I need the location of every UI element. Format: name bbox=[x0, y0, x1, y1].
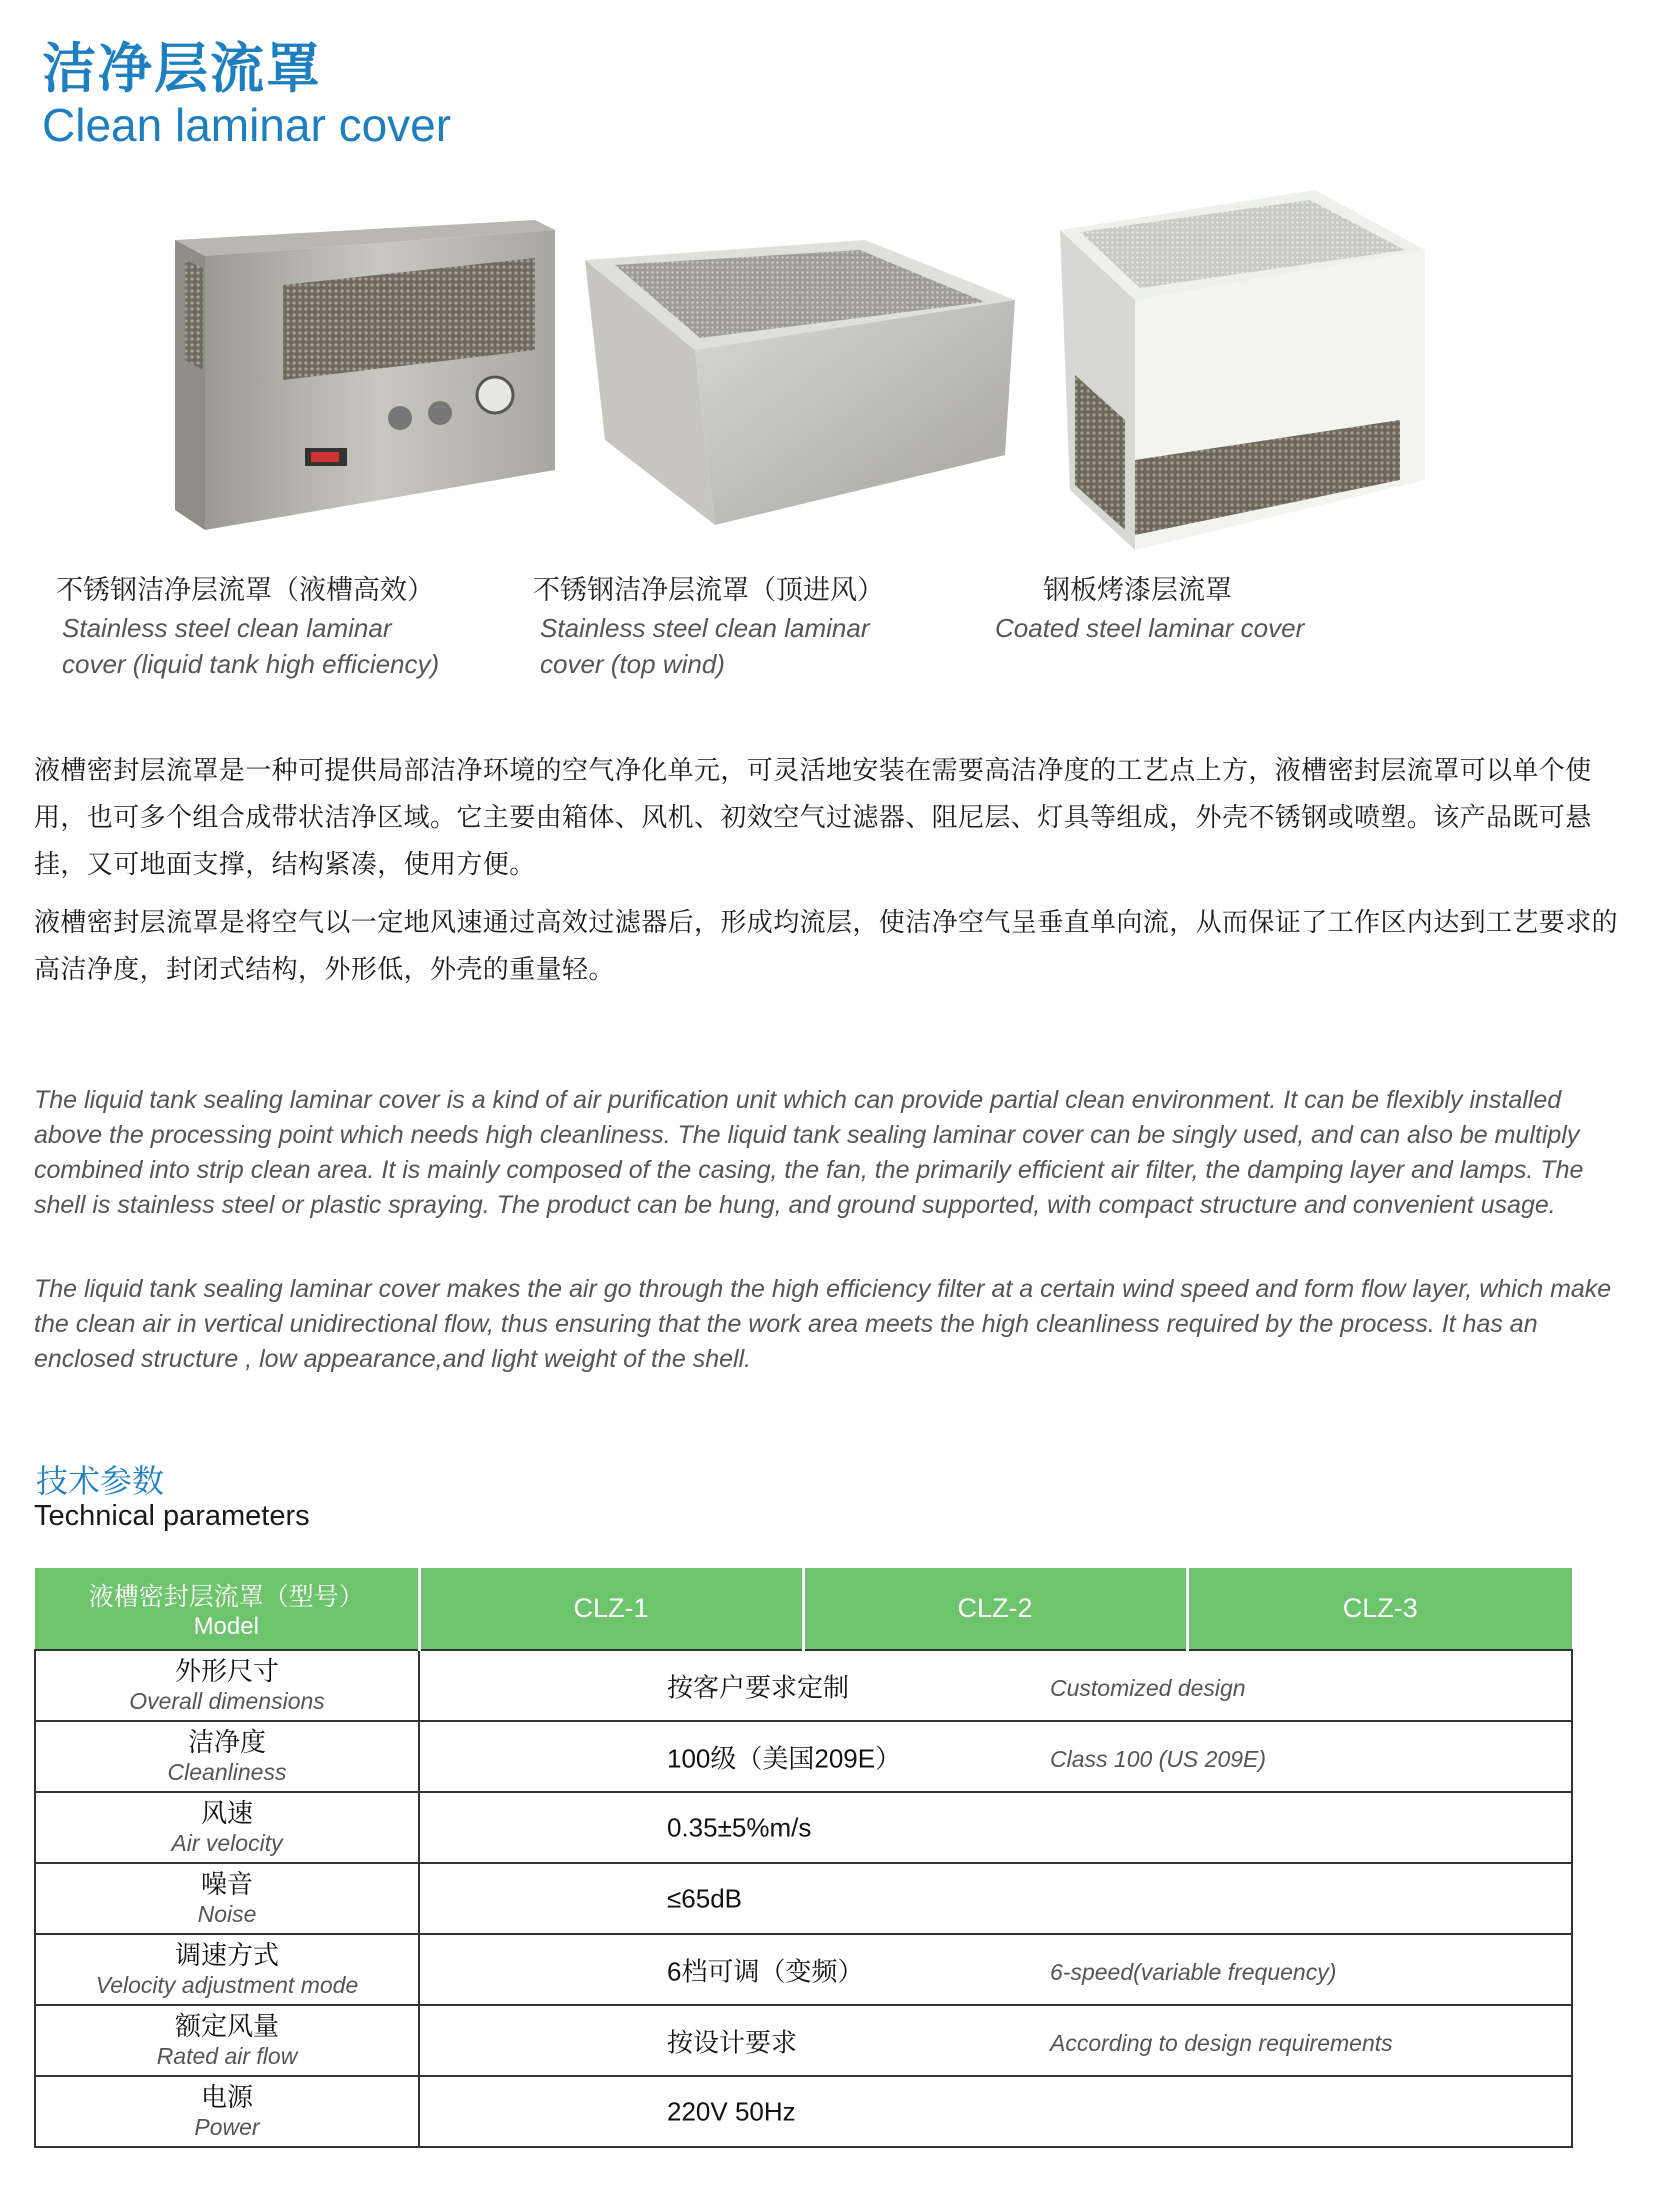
product-caption-cn: 不锈钢洁净层流罩（顶进风） bbox=[533, 575, 884, 606]
row-label-en: Cleanliness bbox=[167, 1758, 287, 1785]
product-caption-cn: 不锈钢洁净层流罩（液槽高效） bbox=[56, 575, 434, 606]
row-value bbox=[419, 1792, 1572, 1863]
header-model bbox=[35, 1568, 419, 1650]
row-value bbox=[419, 2076, 1572, 2147]
table-row bbox=[35, 2076, 1572, 2147]
product-image-coated-steel bbox=[1055, 190, 1435, 560]
section-subheading: Technical parameters bbox=[34, 1500, 310, 1532]
table-row bbox=[35, 2005, 1572, 2076]
row-value bbox=[419, 1650, 1572, 1721]
row-value bbox=[419, 1721, 1572, 1792]
row-label bbox=[35, 1934, 419, 2005]
row-label bbox=[35, 2076, 419, 2147]
table-row bbox=[35, 1650, 1572, 1721]
product-caption-cn: 钢板烤漆层流罩 bbox=[1043, 575, 1232, 606]
row-label-cn: 外形尺寸 bbox=[174, 1656, 279, 1687]
row-label bbox=[35, 1792, 419, 1863]
row-label-en: Velocity adjustment mode bbox=[95, 1971, 359, 1998]
row-label-cn: 噪音 bbox=[200, 1869, 253, 1900]
header-model-clz3: CLZ-3 bbox=[1187, 1568, 1572, 1650]
row-label-en: Noise bbox=[197, 1900, 257, 1927]
product-caption-en: Stainless steel clean laminar bbox=[540, 613, 870, 643]
row-label-en: Power bbox=[194, 2113, 260, 2140]
row-label-cn: 调速方式 bbox=[174, 1940, 279, 1971]
row-value-cn: ≤65dB bbox=[667, 1883, 742, 1913]
header-model-cn: 液槽密封层流罩（型号） bbox=[88, 1581, 364, 1611]
description-cn-paragraph: 液槽密封层流罩是一种可提供局部洁净环境的空气净化单元，可灵活地安装在需要高洁净度的工艺点上方，液槽密封层流罩可以单个使用，也可多个组合成带状洁净区域。它主要由箱体、风机、初效空气过滤器、阻尼层、灯具等组成，外壳不锈钢或喷塑。该产品既可悬挂，又可地面支撑，结构紧凑，使用方便。 bbox=[34, 756, 1592, 880]
row-value-en: Class 100 (US 209E) bbox=[1050, 1745, 1267, 1772]
table-row bbox=[35, 1934, 1572, 2005]
row-label-cn: 额定风量 bbox=[174, 2011, 279, 2042]
row-value-en: Customized design bbox=[1050, 1674, 1246, 1701]
row-label-cn: 风速 bbox=[200, 1798, 253, 1829]
row-value-cn: 按设计要求 bbox=[667, 2027, 798, 2057]
row-value-en: According to design requirements bbox=[1050, 2029, 1393, 2056]
page-subtitle: Clean laminar cover bbox=[42, 99, 452, 151]
row-value-en: 6-speed(variable frequency) bbox=[1050, 1958, 1337, 1985]
row-label-en: Rated air flow bbox=[156, 2042, 298, 2069]
row-label-en: Air velocity bbox=[171, 1829, 283, 1856]
product-caption-en: cover (liquid tank high efficiency) bbox=[62, 649, 440, 679]
row-label-en: Overall dimensions bbox=[129, 1687, 325, 1714]
row-label-cn: 电源 bbox=[200, 2082, 253, 2113]
row-label bbox=[35, 1650, 419, 1721]
product-image-liquid-tank bbox=[165, 210, 565, 550]
table-header-row bbox=[35, 1568, 1572, 1650]
header-model-clz1: CLZ-1 bbox=[419, 1568, 803, 1650]
product-image-top-wind bbox=[575, 240, 1025, 540]
row-label bbox=[35, 2005, 419, 2076]
product-caption-en: cover (top wind) bbox=[540, 649, 725, 679]
description-en-paragraph: The liquid tank sealing laminar cover makes the air go through the high efficiency filter at a certain wind speed and form flow layer, which make the clean air in vertical unidirectional flow, thus ensuring that the work area meets the high cleanliness required by the process. It has an enclosed structure , low appearance,and light weight of the shell. bbox=[34, 1275, 1612, 1373]
header-model-en: Model bbox=[193, 1612, 259, 1640]
row-value bbox=[419, 1863, 1572, 1934]
row-label bbox=[35, 1721, 419, 1792]
table-row bbox=[35, 1792, 1572, 1863]
header-model-clz2: CLZ-2 bbox=[803, 1568, 1187, 1650]
page-title: 洁净层流罩 bbox=[42, 37, 322, 100]
row-label-cn: 洁净度 bbox=[187, 1727, 266, 1758]
row-label bbox=[35, 1863, 419, 1934]
row-value-cn: 6档可调（变频） bbox=[667, 1956, 864, 1986]
row-value-cn: 220V 50Hz bbox=[667, 2096, 796, 2126]
section-heading: 技术参数 bbox=[36, 1462, 165, 1500]
row-value-cn: 按客户要求定制 bbox=[667, 1672, 850, 1702]
parameters-table bbox=[34, 1568, 1573, 2148]
description-en-paragraph: The liquid tank sealing laminar cover is a kind of air purification unit which can provide partial clean environment. It can be flexibly installed above the processing point which needs high cleanliness. The liquid tank sealing laminar cover can be singly used, and can also be multiply combined into strip clean area. It is mainly composed of the casing, the fan, the primarily efficient air filter, the damping layer and lamps. The shell is stainless steel or plastic spraying. The product can be hung, and ground supported, with compact structure and convenient usage. bbox=[34, 1086, 1584, 1219]
table-row bbox=[35, 1863, 1572, 1934]
row-value bbox=[419, 2005, 1572, 2076]
product-caption-en: Coated steel laminar cover bbox=[995, 613, 1305, 643]
description-cn-paragraph: 液槽密封层流罩是将空气以一定地风速通过高效过滤器后，形成均流层，使洁净空气呈垂直单向流，从而保证了工作区内达到工艺要求的高洁净度，封闭式结构，外形低，外壳的重量轻。 bbox=[34, 908, 1619, 985]
row-value-cn: 100级（美国209E） bbox=[667, 1743, 902, 1773]
table-row bbox=[35, 1721, 1572, 1792]
product-caption-en: Stainless steel clean laminar bbox=[62, 613, 392, 643]
row-value bbox=[419, 1934, 1572, 2005]
row-value-cn: 0.35±5%m/s bbox=[667, 1812, 812, 1842]
